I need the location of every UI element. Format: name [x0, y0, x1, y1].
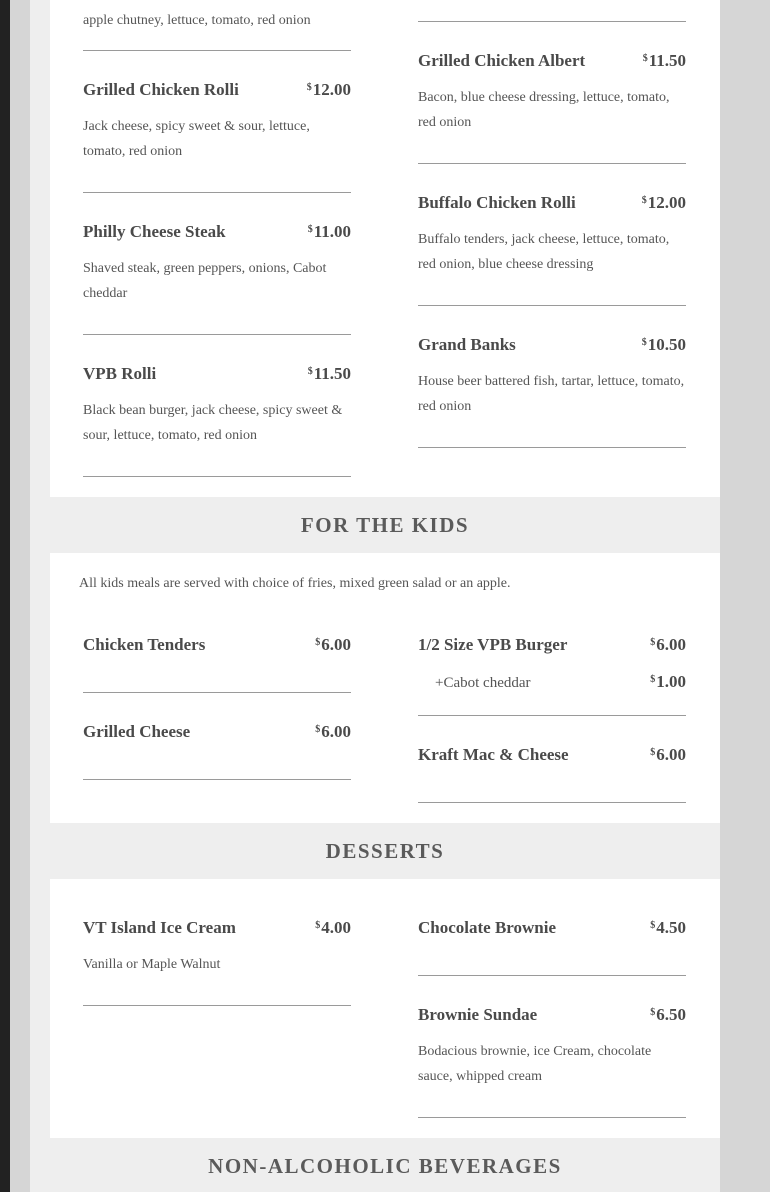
- section-title: DESSERTS: [325, 838, 445, 863]
- dot-leader: [539, 686, 643, 687]
- divider: [418, 163, 686, 164]
- menu-item: [83, 635, 351, 655]
- item-name: Chicken Tenders: [83, 635, 206, 654]
- item-price: $6.50: [650, 1005, 686, 1024]
- item-name: Chocolate Brownie: [418, 918, 557, 937]
- item-description: Jack cheese, spicy sweet & sour, lettuce, tomato, red onion: [83, 119, 310, 159]
- divider: [418, 1117, 686, 1118]
- item-name: VPB Rolli: [83, 364, 157, 383]
- menu-item: [418, 745, 686, 765]
- section-title: FOR THE KIDS: [300, 512, 470, 537]
- section-header-kids: [50, 497, 720, 553]
- menu-item: [83, 918, 351, 977]
- item-description: Shaved steak, green peppers, onions, Cabot cheddar: [83, 261, 327, 301]
- divider: [418, 305, 686, 306]
- menu-item: [418, 51, 686, 135]
- menu-item: [83, 364, 351, 448]
- item-name: 1/2 Size VPB Burger: [418, 635, 568, 654]
- item-name: Grilled Chicken Rolli: [83, 80, 239, 99]
- item-description: Vanilla or Maple Walnut: [83, 957, 221, 972]
- item-price: $11.00: [307, 222, 351, 241]
- menu-item: [83, 80, 351, 164]
- addon-option: [435, 672, 686, 692]
- item-name: Grand Banks: [418, 335, 516, 354]
- divider: [418, 21, 686, 22]
- item-price: $4.00: [315, 918, 351, 937]
- menu-item: [418, 193, 686, 277]
- item-name: Kraft Mac & Cheese: [418, 745, 569, 764]
- addon-label: +Cabot cheddar: [435, 675, 531, 691]
- item-price: $11.50: [307, 364, 351, 383]
- item-price: $12.00: [641, 193, 686, 212]
- divider: [83, 334, 351, 335]
- divider: [83, 192, 351, 193]
- menu-item: [418, 918, 686, 938]
- item-description: Bacon, blue cheese dressing, lettuce, tomato, red onion: [418, 90, 670, 130]
- section-title: NON-ALCOHOLIC BEVERAGES: [208, 1153, 562, 1178]
- divider: [418, 975, 686, 976]
- menu-item-partial: [83, 8, 351, 33]
- menu-item: [83, 722, 351, 742]
- divider: [83, 779, 351, 780]
- addon-price: $1.00: [650, 672, 686, 691]
- item-description: apple chutney, lettuce, tomato, red onion: [83, 13, 311, 28]
- item-name: Grilled Chicken Albert: [418, 51, 586, 70]
- divider: [83, 50, 351, 51]
- item-price: $6.00: [650, 635, 686, 654]
- item-price: $6.00: [650, 745, 686, 764]
- kids-note: All kids meals are served with choice of fries, mixed green salad or an apple.: [79, 576, 511, 591]
- item-name: Buffalo Chicken Rolli: [418, 193, 576, 212]
- menu-item: [418, 635, 686, 655]
- item-description: Black bean burger, jack cheese, spicy sweet & sour, lettuce, tomato, red onion: [83, 403, 343, 443]
- menu-item: [418, 335, 686, 419]
- item-description: House beer battered fish, tartar, lettuce, tomato, red onion: [418, 374, 685, 414]
- item-name: VT Island Ice Cream: [83, 918, 236, 937]
- divider: [418, 802, 686, 803]
- item-price: $12.00: [306, 80, 351, 99]
- item-price: $6.00: [315, 722, 351, 741]
- divider: [83, 1005, 351, 1006]
- item-description: Bodacious brownie, ice Cream, chocolate sauce, whipped cream: [418, 1044, 652, 1084]
- divider: [418, 715, 686, 716]
- item-description: Buffalo tenders, jack cheese, lettuce, tomato, red onion, blue cheese dressing: [418, 232, 670, 272]
- section-header-desserts: [50, 823, 720, 879]
- item-price: $4.50: [650, 918, 686, 937]
- item-price: $10.50: [641, 335, 686, 354]
- item-name: Philly Cheese Steak: [83, 222, 226, 241]
- item-price: $6.00: [315, 635, 351, 654]
- divider: [83, 692, 351, 693]
- menu-item: [83, 222, 351, 306]
- divider: [83, 476, 351, 477]
- item-name: Grilled Cheese: [83, 722, 191, 741]
- item-price: $11.50: [642, 51, 686, 70]
- divider: [418, 447, 686, 448]
- item-name: Brownie Sundae: [418, 1005, 538, 1024]
- section-header-beverages: [50, 1138, 720, 1192]
- menu-item: [418, 1005, 686, 1089]
